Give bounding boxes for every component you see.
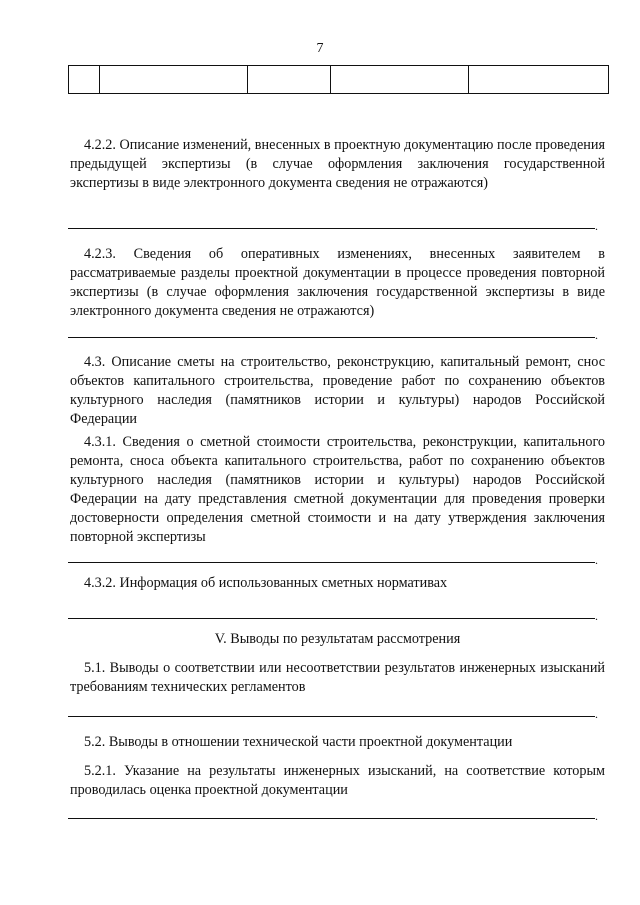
fill-line-end: . (595, 219, 598, 233)
fill-line (68, 562, 595, 563)
fill-line-end: . (595, 553, 598, 567)
fill-line (68, 818, 595, 819)
table-cell (100, 66, 248, 94)
fill-line (68, 716, 595, 717)
fill-line-end: . (595, 609, 598, 623)
table-cell (469, 66, 609, 94)
section-5-2-text: 5.2. Выводы в отношении технической части проектной документации (84, 734, 513, 750)
section-4-3-2-text: 4.3.2. Информация об использованных сметных нормативах (84, 575, 448, 591)
fill-line (68, 337, 595, 338)
section-5-heading: V. Выводы по результатам рассмотрения (214, 631, 461, 647)
fill-line (68, 228, 595, 229)
section-4-2-3-text: 4.2.3. Сведения об оперативных изменениях, внесенных заявителем в рассматриваемые разделы проектной документации в процессе проведения повторной экспертизы (в случае оформления заключения государственной экспертизы в виде электронного документа сведения не отражаются) (70, 246, 605, 319)
table-row (69, 66, 609, 94)
table-cell (248, 66, 331, 94)
section-4-3-1-text: 4.3.1. Сведения о сметной стоимости строительства, реконструкции, капитального ремонта, сноса объекта капитального строительства, работ по сохранению объектов культурного наследия (памятников истории и культуры) народов Российской Федерации на дату представления сметной документации для проведения проверки достоверности определения сметной стоимости и на дату утверждения заключения повторной экспертизы (70, 434, 605, 545)
section-5-1-text: 5.1. Выводы о соответствии или несоответствии результатов инженерных изысканий требованиям технических регламентов (70, 660, 605, 695)
fill-line-end: . (595, 328, 598, 342)
fill-line-end: . (595, 809, 598, 823)
table-cell (331, 66, 469, 94)
fill-line (68, 618, 595, 619)
section-4-2-2-text: 4.2.2. Описание изменений, внесенных в проектную документацию после проведения предыдущей экспертизы (в случае оформления заключения государственной экспертизы в виде электронного документа сведения не отражаются) (70, 137, 605, 191)
section-4-3-text: 4.3. Описание сметы на строительство, реконструкцию, капитальный ремонт, снос объектов капитального строительства, проведение работ по сохранению объектов культурного наследия (памятников истории и культуры) народов Российской Федерации (70, 354, 605, 427)
table-cell (69, 66, 100, 94)
page-number: 7 (316, 41, 324, 56)
continuation-table (68, 65, 609, 94)
section-5-2-1-text: 5.2.1. Указание на результаты инженерных изысканий, на соответствие которым проводилась оценка проектной документации (70, 763, 605, 798)
fill-line-end: . (595, 707, 598, 721)
